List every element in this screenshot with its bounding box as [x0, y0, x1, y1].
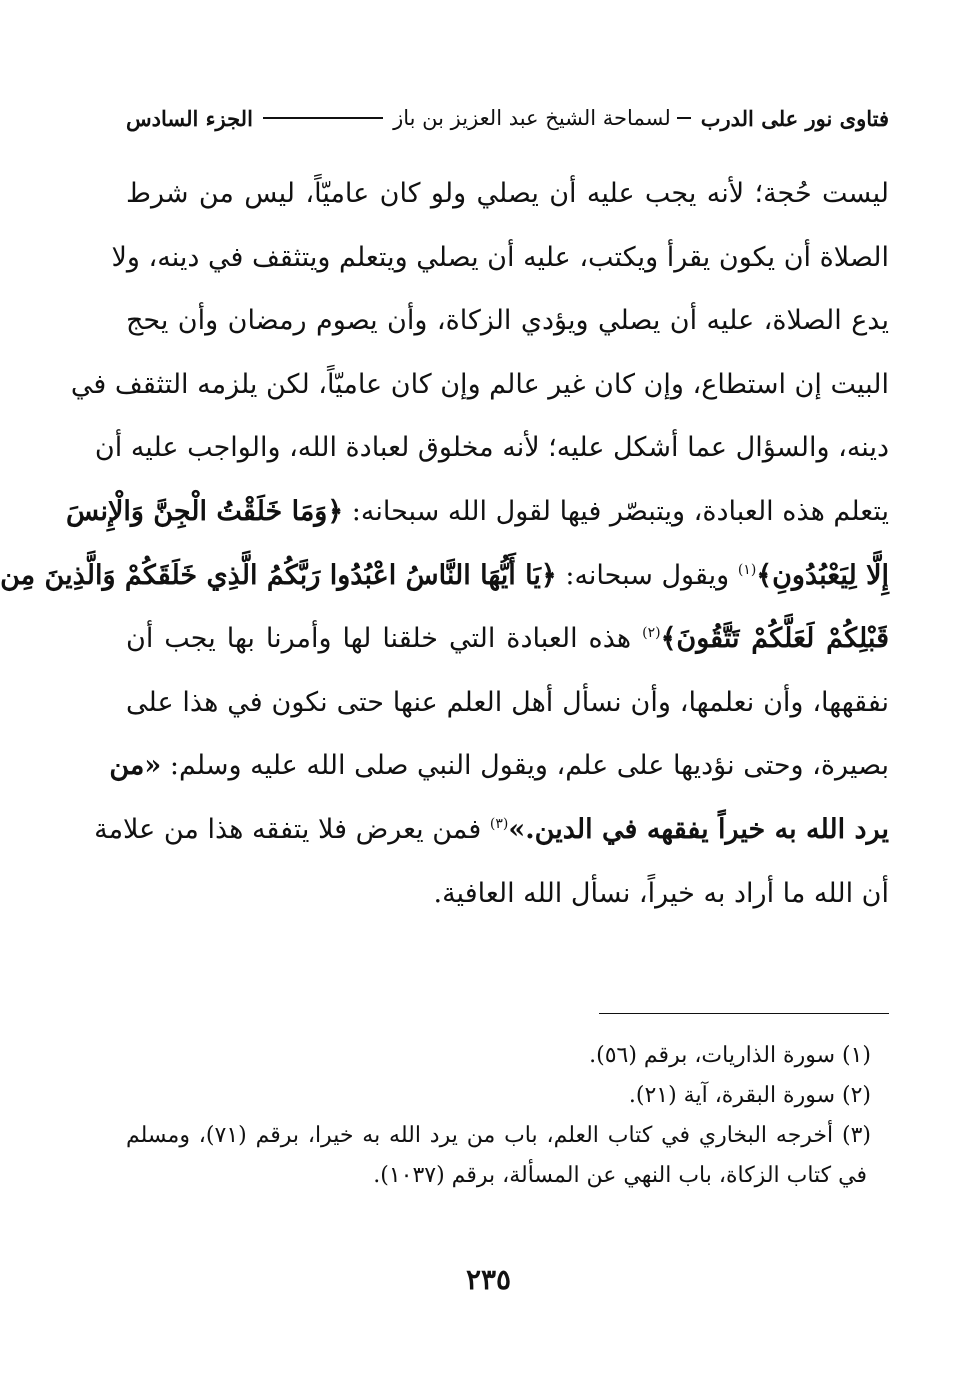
text-line — [126, 607, 889, 671]
text-line: أن الله ما أراد به خيراً، نسأل الله العافية. — [433, 877, 889, 909]
text-line — [94, 798, 889, 862]
quran-verse: ﴿يَا أَيُّهَا النَّاسُ اعْبُدُوا رَبَّكُمُ الَّذِي خَلَقَكُمْ وَالَّذِينَ مِن — [0, 559, 557, 591]
text-line: الصلاة أن يكون يقرأ ويكتب، عليه أن يصلي ويتعلم ويتثقف في دينه، ولا — [111, 241, 889, 273]
footnote-separator — [599, 1013, 889, 1014]
footnote: (٣) أخرجه البخاري في كتاب العلم، باب من يرد الله به خيرا، برقم (٧١)، ومسلم — [126, 1123, 871, 1148]
text-segment: بصيرة، وحتى نؤديها على علم، ويقول النبي صلى الله عليه وسلم: — [169, 750, 889, 782]
body-text — [0, 162, 889, 925]
text-line — [109, 734, 889, 798]
text-line: يدع الصلاة، عليه أن يصلي ويؤدي الزكاة، وأن يصوم رمضان وأن يحج — [126, 305, 889, 337]
volume-label: الجزء السادس — [126, 105, 253, 131]
text-line: البيت إن استطاع، وإن كان غير عالم وإن كان عاميّاً، لكن يلزمه التثقف في — [70, 368, 889, 400]
text-segment: فمن يعرض فلا يتفقه هذا من علامة — [94, 813, 482, 845]
text-line: نفقهها، وأن نعلمها، وأن نسأل أهل العلم عنها حتى نكون في هذا على — [126, 686, 889, 718]
footnote-ref: (٢) — [642, 625, 661, 642]
header-dash — [677, 117, 691, 119]
text-line — [66, 480, 889, 544]
header-author: لسماحة الشيخ عبد العزيز بن باز — [393, 106, 671, 130]
quran-verse: إِلَّا لِيَعْبُدُونِ﴾ — [756, 559, 889, 591]
text-segment: ويقول سبحانه: — [565, 559, 730, 591]
book-title: فتاوى نور على الدرب — [700, 105, 889, 131]
hadith-text: «من — [109, 750, 162, 782]
text-line: ليست حُجة؛ لأنه يجب عليه أن يصلي ولو كان عاميّاً، ليس من شرط — [126, 178, 889, 209]
quran-verse: قَبْلِكُمْ لَعَلَّكُمْ تَتَّقُونَ﴾ — [660, 623, 889, 655]
footnote: (٢) سورة البقرة، آية (٢١). — [628, 1083, 871, 1108]
text-line — [0, 544, 889, 608]
text-segment: هذه العبادة التي خلقنا لها وأمرنا بها يجب أن — [126, 623, 632, 655]
running-header — [126, 100, 889, 136]
footnote-continuation: في كتاب الزكاة، باب النهي عن المسألة، برقم (١٠٣٧). — [373, 1163, 867, 1188]
footnote-ref: (١) — [737, 561, 757, 578]
footnote: (١) سورة الذاريات، برقم (٥٦). — [589, 1043, 871, 1068]
header-rule — [263, 117, 383, 119]
text-line: دينه، والسؤال عما أشكل عليه؛ لأنه مخلوق لعبادة الله، والواجب عليه أن — [94, 432, 889, 464]
footnote-ref: (٣) — [489, 815, 509, 832]
hadith-text: يرد الله به خيراً يفقهه في الدين.» — [508, 813, 889, 845]
quran-verse: ﴿وَمَا خَلَقْتُ الْجِنَّ وَالْإِنسَ — [66, 495, 344, 527]
footnotes — [126, 1036, 871, 1196]
page-number: ٢٣٥ — [465, 1263, 512, 1296]
text-segment: يتعلم هذه العبادة، ويتبصّر فيها لقول الله سبحانه: — [351, 495, 889, 527]
